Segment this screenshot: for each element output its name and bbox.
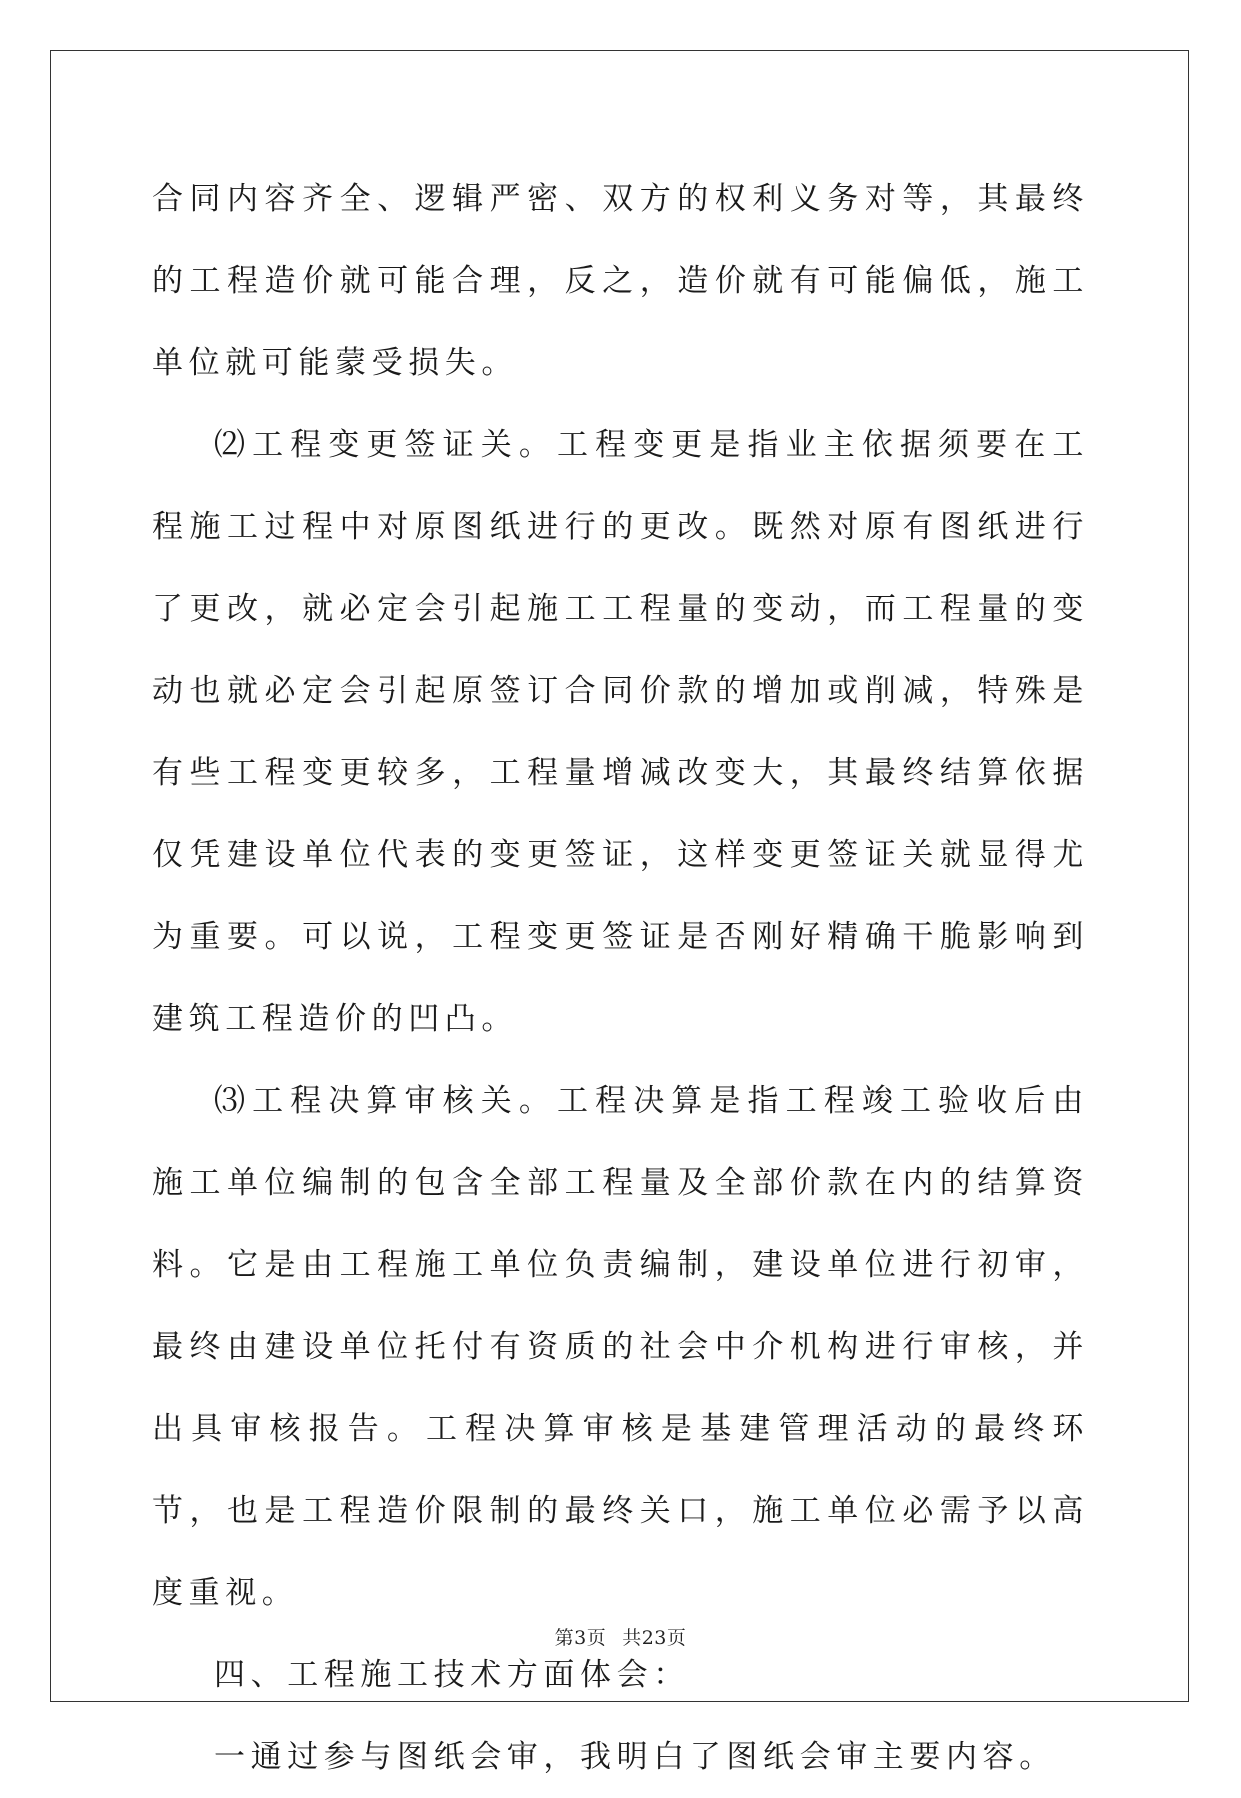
document-body <box>152 158 1089 1798</box>
section-heading-construction-technique: 四、工程施工技术方面体会： <box>214 1657 690 1693</box>
page-footer <box>0 1623 1241 1650</box>
paragraph-final-account-audit: ⑶工程决算审核关。工程决算是指工程竣工验收后由施工单位编制的包含全部工程量及全部价款在内的结算资料。它是由工程施工单位负责编制，建设单位进行初审，最终由建设单位托付有资质的社会中介机构进行审核，并出具审核报告。工程决算审核是基建管理活动的最终环节，也是工程造价限制的最终关口，施工单位必需予以高度重视。 <box>152 1083 1089 1611</box>
paragraph-drawing-review: 一通过参与图纸会审，我明白了图纸会审主要内容。 <box>214 1739 1056 1775</box>
page-total: 共23页 <box>622 1627 687 1649</box>
paragraph-contract-continuation: 合同内容齐全、逻辑严密、双方的权利义务对等，其最终的工程造价就可能合理，反之，造价就有可能偏低，施工单位就可能蒙受损失。 <box>152 181 1089 381</box>
paragraph-change-visa: ⑵工程变更签证关。工程变更是指业主依据须要在工程施工过程中对原图纸进行的更改。既然对原有图纸进行了更改，就必定会引起施工工程量的变动，而工程量的变动也就必定会引起原签订合同价款的增加或削减，特殊是有些工程变更较多，工程量增减改变大，其最终结算依据仅凭建设单位代表的变更签证，这样变更签证关就显得尤为重要。可以说，工程变更签证是否刚好精确干脆影响到建筑工程造价的凹凸。 <box>152 427 1089 1037</box>
page-number: 第3页 <box>554 1627 607 1649</box>
